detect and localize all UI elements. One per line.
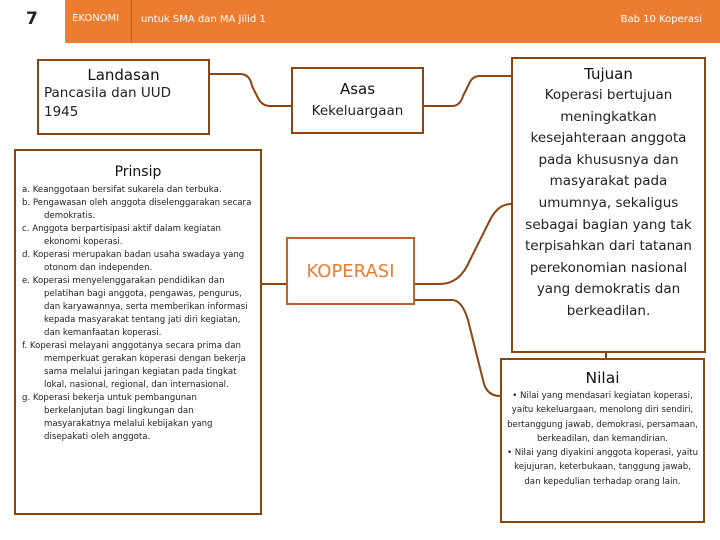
prinsip-box <box>14 149 262 515</box>
landasan-body: Pancasila dan UUD 1945 <box>44 85 172 120</box>
connector-landasan-asas <box>210 74 291 106</box>
landasan-box <box>37 59 210 135</box>
tujuan-body: Koperasi bertujuan meningkatkan kesejahteraan anggota pada khususnya dan masyarakat pada umumnya, sekaligus sebagai bagian yang tak terpisahkan dari tatanan perekonomian nasional yang demokratis dan berkeadilan. <box>525 87 692 319</box>
connector-asas-tujuan <box>424 76 511 106</box>
nilai-list <box>502 389 703 489</box>
book-subtitle: untuk SMA dan MA Jilid 1 <box>141 14 266 25</box>
prinsip-item: b. Pengawasan oleh anggota diselenggarakan secara demokratis. <box>22 198 252 221</box>
chapter-label: Bab 10 Koperasi <box>620 14 702 25</box>
prinsip-item: c. Anggota berpartisipasi aktif dalam kegiatan ekonomi koperasi. <box>22 224 221 247</box>
prinsip-item: f. Koperasi melayani anggotanya secara prima dan memperkuat gerakan koperasi dengan bekerja sama melalui jaringan kegiatan pada tingkat lokal, nasional, regional, dan internasional. <box>22 341 246 390</box>
prinsip-title: Prinsip <box>114 164 162 180</box>
nilai-item: • Nilai yang mendasari kegiatan koperasi, yaitu kekeluargaan, menolong diri sendiri, bertanggung jawab, demokrasi, persamaan, berkeadilan, dan kemandirian. <box>507 391 698 444</box>
connector-koperasi-tujuan <box>415 204 511 284</box>
landasan-title: Landasan <box>87 66 160 84</box>
page-number: 7 <box>0 0 66 43</box>
prinsip-item: g. Koperasi bekerja untuk pembangunan berkelanjutan bagi lingkungan dan masyarakatnya melalui kebijakan yang disepakati oleh anggota. <box>22 393 213 442</box>
nilai-item: • Nilai yang diyakini anggota koperasi, yaitu kejujuran, keterbukaan, tanggung jawab, dan kepedulian terhadap orang lain. <box>506 448 699 487</box>
tujuan-title: Tujuan <box>584 65 633 83</box>
asas-body: Kekeluargaan <box>311 103 404 119</box>
tujuan-box <box>511 57 706 353</box>
koperasi-center-box: KOPERASI <box>286 237 415 305</box>
book-title: EKONOMI <box>66 0 132 43</box>
prinsip-item: a. Keanggotaan bersifat sukarela dan terbuka. <box>22 185 222 195</box>
prinsip-item: d. Koperasi merupakan badan usaha swadaya yang otonom dan independen. <box>22 250 245 273</box>
nilai-title: Nilai <box>585 369 620 387</box>
connector-koperasi-nilai <box>415 300 500 396</box>
prinsip-list <box>16 184 260 444</box>
asas-box <box>291 67 424 134</box>
nilai-box <box>500 358 705 523</box>
prinsip-item: e. Koperasi menyelenggarakan pendidikan dan pelatihan bagi anggota, pengawas, pengurus, dan karyawannya, serta memberikan informasi kepada masyarakat tentang jati diri kegiatan, dan kemanfaatan koperasi. <box>22 276 248 338</box>
asas-title: Asas <box>339 80 376 98</box>
